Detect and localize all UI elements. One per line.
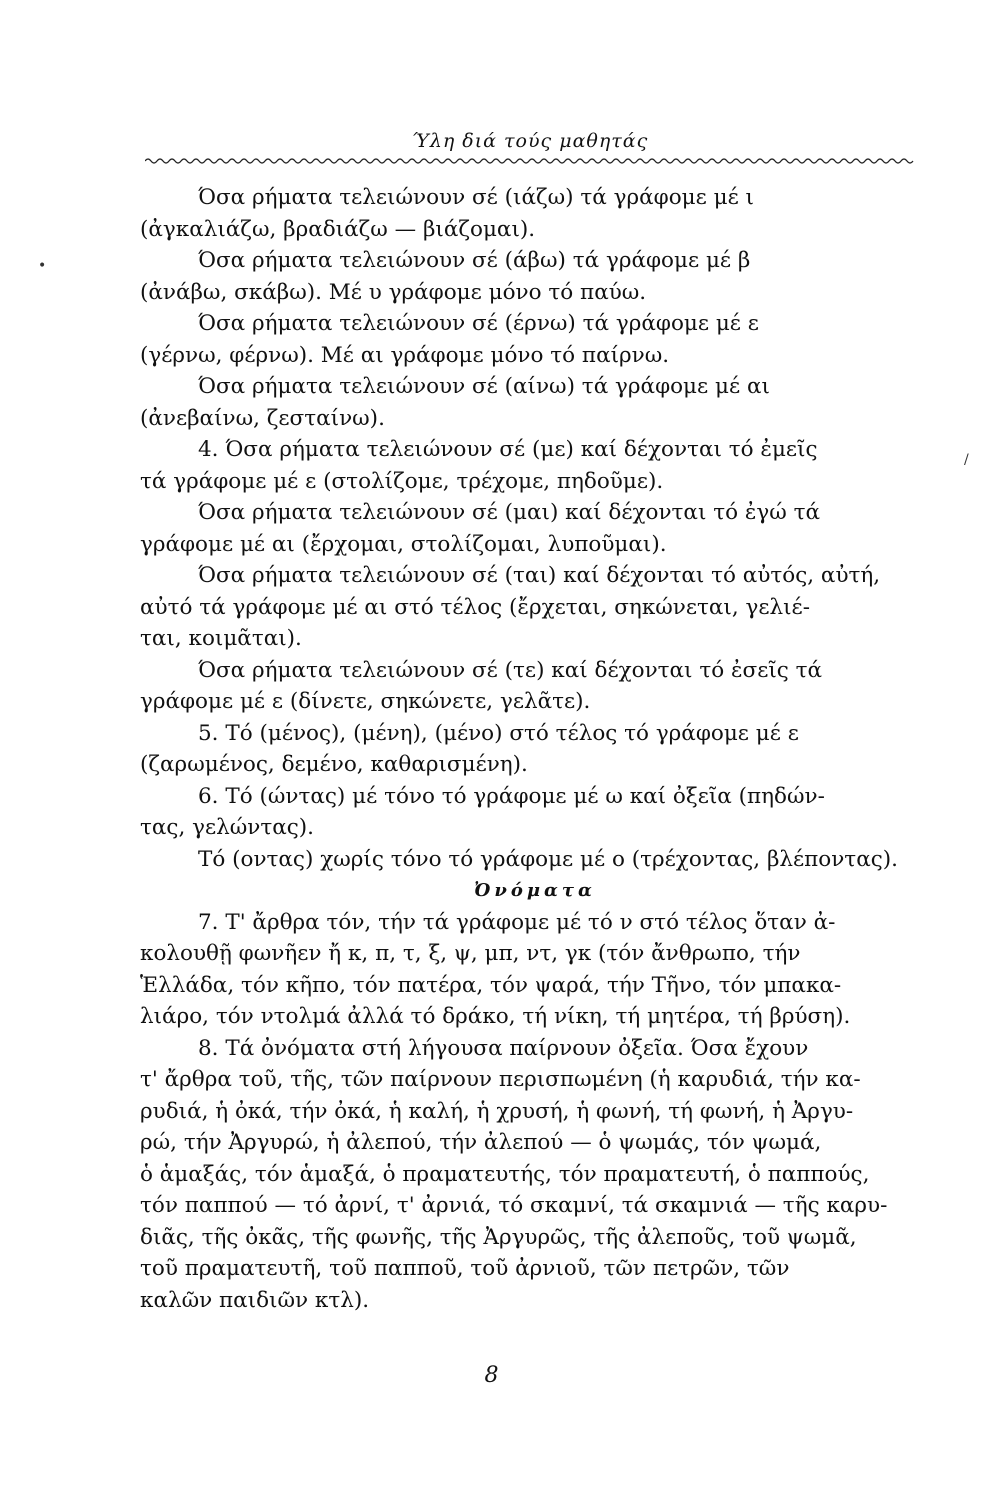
text-line: τόν παππού — τό ἀρνί, τ' ἀρνιά, τό σκαμνί, τά σκαμνιά — τῆς καρυ- (140, 1193, 888, 1218)
text-line: (ἀγκαλιάζω, βραδιάζω — βιάζομαι). (140, 216, 536, 242)
text-line: γράφομε μέ ε (δίνετε, σηκώνετε, γελᾶτε). (140, 689, 591, 714)
text-line: 6. Τό (ώντας) μέ τόνο τό γράφομε μέ ω καί ὀξεῖα (πηδών- (198, 783, 825, 809)
text-line: ται, κοιμᾶται). (140, 626, 302, 651)
text-line: τας, γελώντας). (140, 815, 315, 840)
text-line: 5. Τό (μένος), (μένη), (μένο) στό τέλος τό γράφομε μέ ε (198, 720, 799, 746)
section-heading: Ὀνόματα (474, 880, 596, 901)
text-line: Όσα ρήματα τελειώνουν σέ (αίνω) τά γράφομε μέ αι (198, 374, 770, 399)
text-line: Όσα ρήματα τελειώνουν σέ (τε) καί δέχονται τό ἐσεῖς τά (198, 657, 823, 683)
text-line: τ' ἄρθρα τοῦ, τῆς, τῶν παίρνουν περισπωμένη (ἡ καρυδιά, τήν κα- (140, 1067, 861, 1092)
text-line: αὐτό τά γράφομε μέ αι στό τέλος (ἔρχεται, σηκώνεται, γελιέ- (140, 594, 810, 620)
text-line: διᾶς, τῆς ὀκᾶς, τῆς φωνῆς, τῆς Ἀργυρῶς, τῆς ἀλεποῦς, τοῦ ψωμᾶ, (140, 1224, 857, 1250)
text-line: τά γράφομε μέ ε (στολίζομε, τρέχομε, πηδοῦμε). (140, 468, 664, 494)
page-number: 8 (484, 1363, 499, 1388)
text-line: (ἀνεβαίνω, ζεσταίνω). (140, 405, 385, 431)
margin-stroke-mark: / (964, 452, 969, 468)
text-line: Όσα ρήματα τελειώνουν σέ (ται) καί δέχονται τό αὐτός, αὐτή, (198, 563, 881, 588)
text-line: (ζαρωμένος, δεμένο, καθαρισμένη). (140, 752, 528, 777)
text-line: Όσα ρήματα τελειώνουν σέ (άβω) τά γράφομε μέ β (198, 248, 751, 273)
text-line: Όσα ρήματα τελειώνουν σέ (μαι) καί δέχονται τό ἐγώ τά (198, 500, 821, 525)
text-line: ρώ, τήν Ἀργυρώ, ἡ ἀλεπού, τήν ἀλεπού — ὁ ψωμάς, τόν ψωμά, (140, 1130, 822, 1155)
text-line: Όσα ρήματα τελειώνουν σέ (ιάζω) τά γράφομε μέ ι (198, 185, 754, 210)
body-text (140, 182, 930, 1316)
text-line: Ἑλλάδα, τόν κῆπο, τόν πατέρα, τόν ψαρά, τήν Τῆνο, τόν μπακα- (140, 972, 842, 998)
text-line: καλῶν παιδιῶν κτλ). (140, 1287, 370, 1313)
text-line: τοῦ πραματευτῆ, τοῦ παπποῦ, τοῦ ἀρνιοῦ, τῶν πετρῶν, τῶν (140, 1256, 790, 1281)
text-line: λιάρο, τόν ντολμά ἀλλά τό δράκο, τή νίκη, τή μητέρα, τή βρύση). (140, 1004, 851, 1029)
text-line: κολουθῇ φωνῆεν ἤ κ, π, τ, ξ, ψ, μπ, ντ, γκ (τόν ἄνθρωπο, τήν (140, 941, 801, 966)
text-line: γράφομε μέ αι (ἔρχομαι, στολίζομαι, λυποῦμαι). (140, 531, 667, 557)
running-title: Ύλη διά τούς μαθητάς (411, 130, 649, 152)
text-line: 8. Τά ὀνόματα στή λήγουσα παίρνουν ὀξεῖα. Όσα ἔχουν (198, 1035, 809, 1061)
text-line: 4. Όσα ρήματα τελειώνουν σέ (με) καί δέχονται τό ἐμεῖς (198, 437, 818, 462)
text-line: ρυδιά, ἡ ὀκά, τήν ὀκά, ἡ καλή, ἡ χρυσή, ἡ φωνή, τή φωνή, ἡ Ἀργυ- (140, 1098, 854, 1124)
text-line: (γέρνω, φέρνω). Μέ αι γράφομε μόνο τό παίρνω. (140, 342, 670, 368)
text-line: Όσα ρήματα τελειώνουν σέ (έρνω) τά γράφομε μέ ε (198, 311, 759, 336)
margin-dot-mark: • (38, 258, 47, 274)
wavy-rule-divider (145, 156, 915, 166)
text-line: (ἀνάβω, σκάβω). Μέ υ γράφομε μόνο τό παύω. (140, 279, 647, 305)
text-line: 7. Τ' ἄρθρα τόν, τήν τά γράφομε μέ τό ν στό τέλος ὅταν ἀ- (198, 909, 836, 935)
text-line: ὁ ἁμαξάς, τόν ἁμαξά, ὁ πραματευτής, τόν πραματευτή, ὁ παππούς, (140, 1161, 870, 1187)
text-line: Τό (οντας) χωρίς τόνο τό γράφομε μέ ο (τρέχοντας, βλέποντας). (198, 846, 898, 872)
